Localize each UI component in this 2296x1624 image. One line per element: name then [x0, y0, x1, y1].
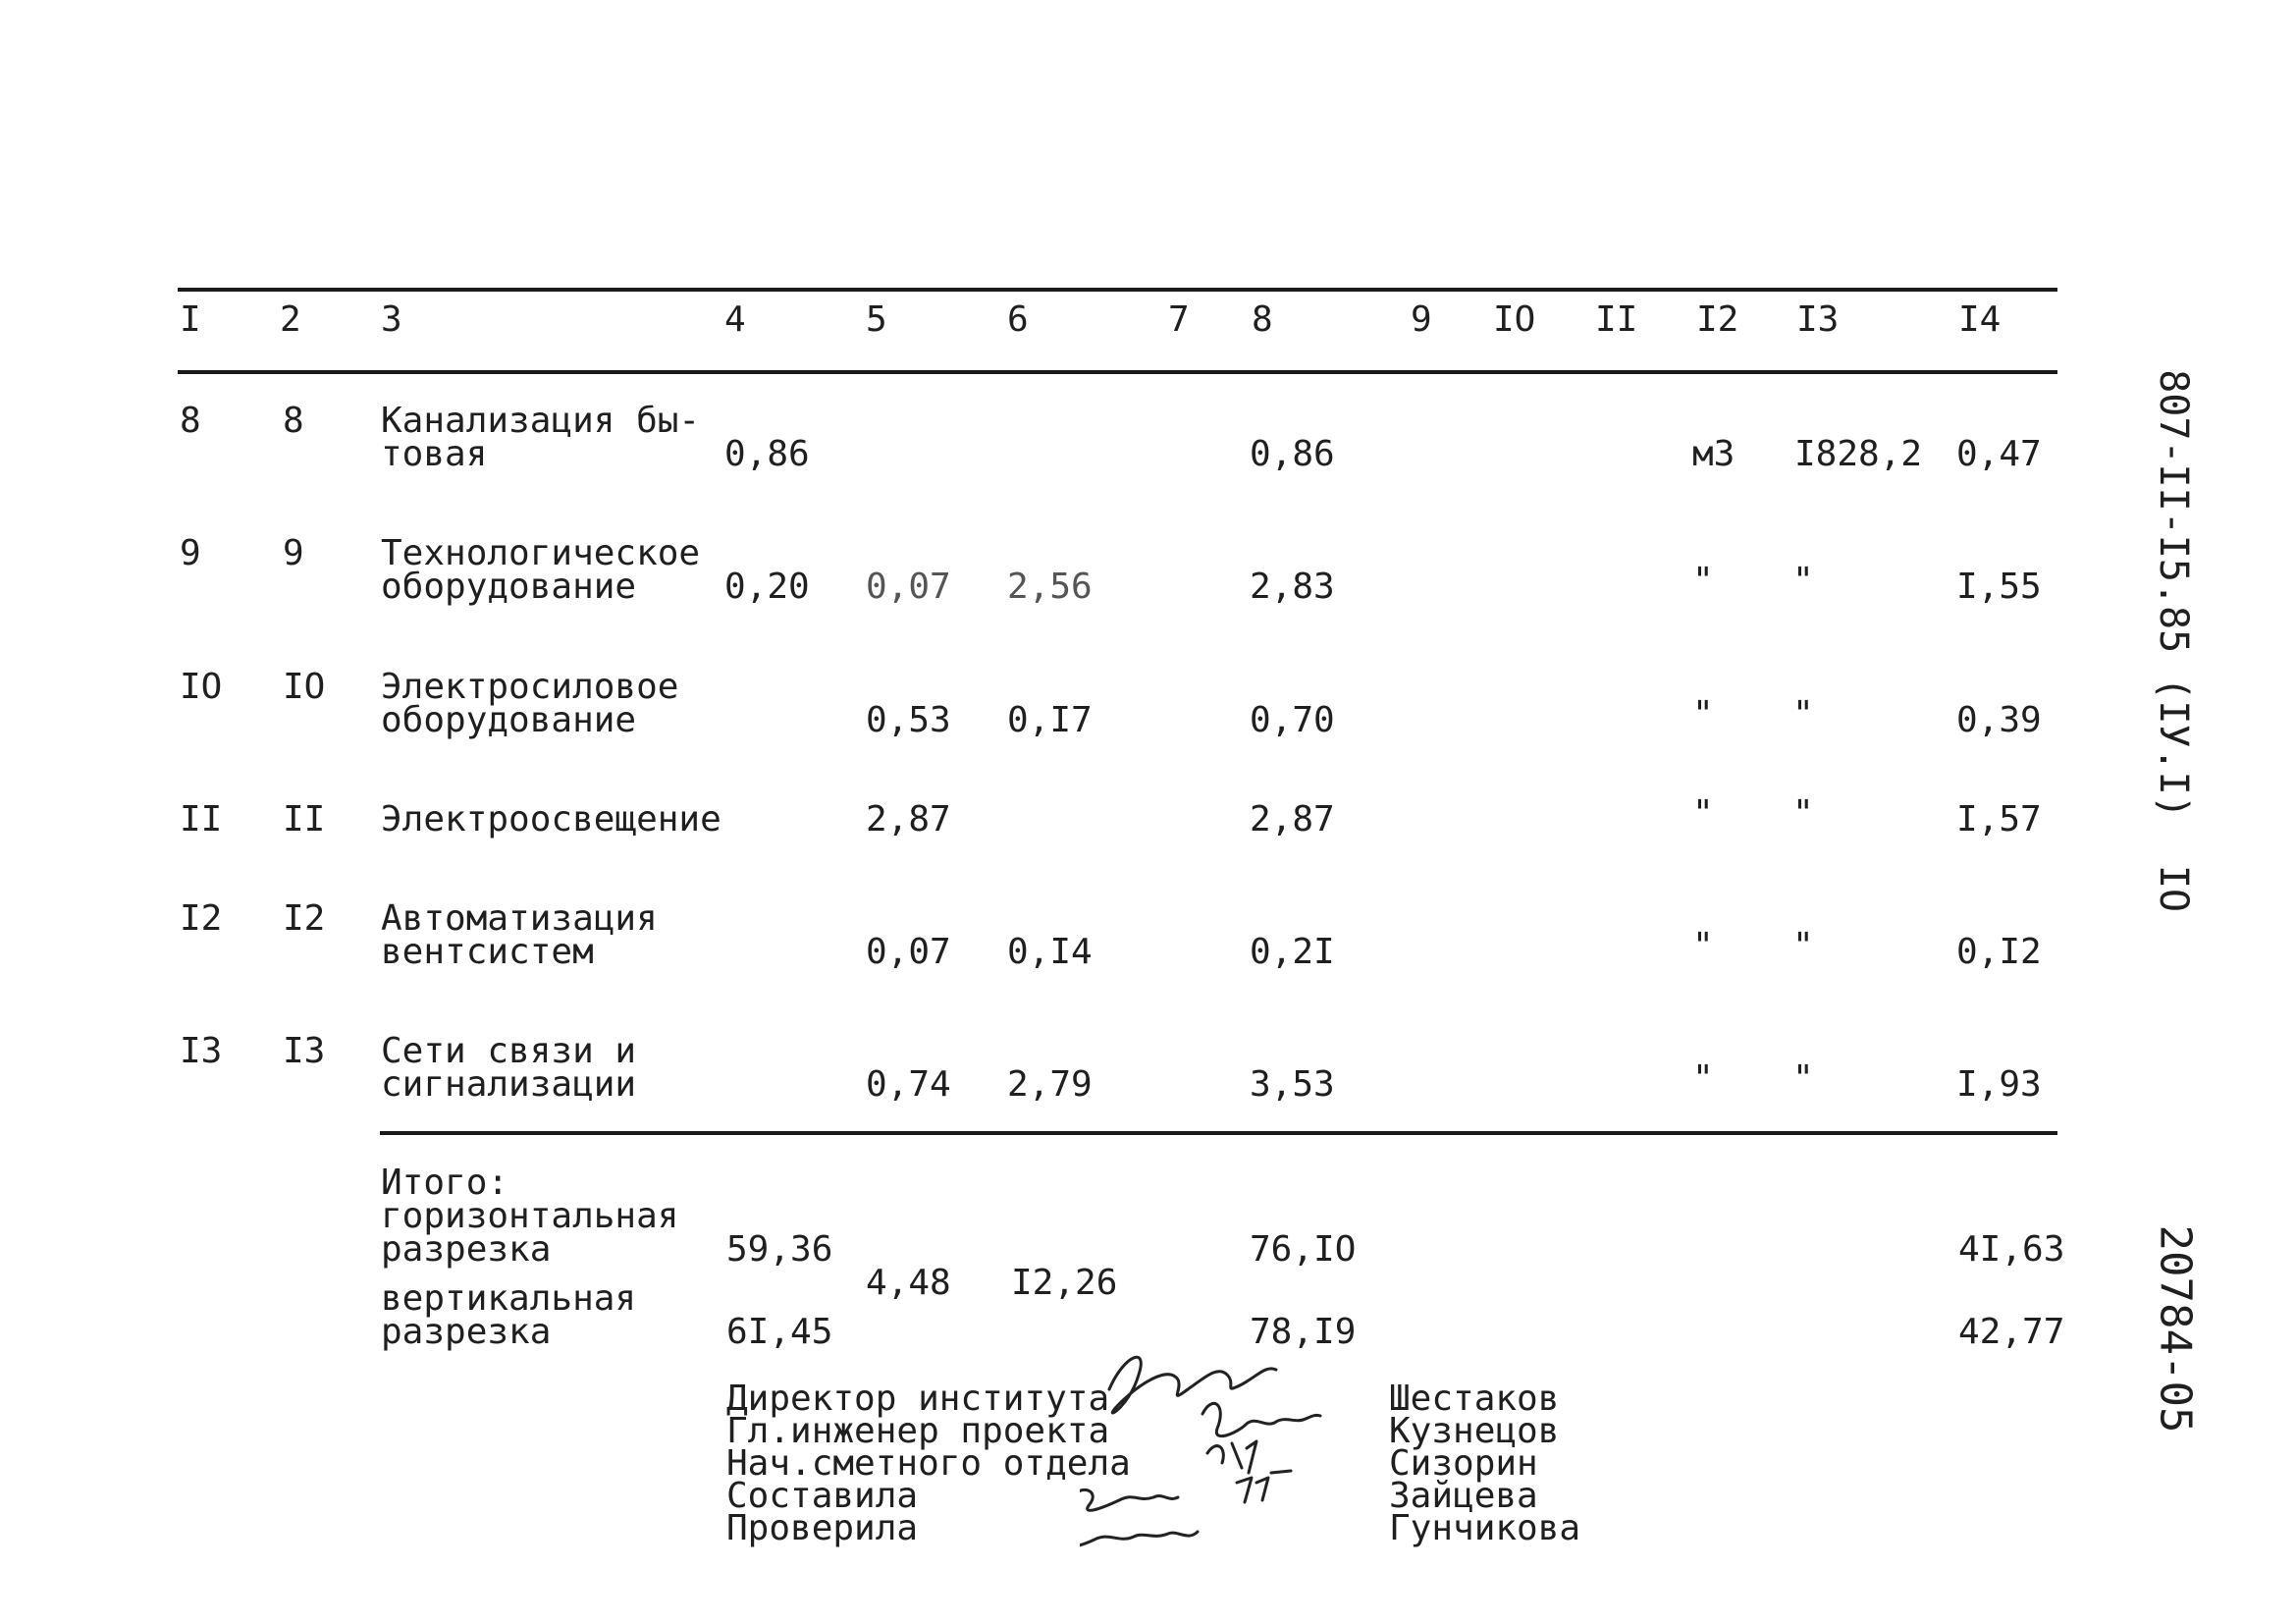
totals-rule	[380, 1131, 2057, 1135]
row-name-line2: вентсистем	[381, 932, 594, 972]
row-position: IO	[283, 667, 326, 707]
totals-horizontal-col14: 4I,63	[1958, 1229, 2065, 1270]
signature-name: Сизорин	[1389, 1443, 1538, 1484]
cell-col14: 0,39	[1956, 700, 2042, 740]
cell-col5: 0,07	[866, 932, 951, 972]
cell-col12: "	[1692, 1058, 1714, 1099]
row-name-line1: Электросиловое	[381, 667, 679, 707]
row-position: I3	[283, 1031, 326, 1071]
cell-col4: 0,86	[724, 434, 810, 474]
cell-col13: "	[1792, 694, 1814, 734]
row-name-line1: Электроосвещение	[381, 799, 721, 839]
cell-col13: I828,2	[1794, 434, 1923, 474]
signature-role: Директор института	[726, 1379, 1110, 1419]
page-number: IO	[2151, 864, 2197, 913]
cell-col6: 0,I7	[1007, 700, 1093, 740]
row-position: 8	[283, 401, 304, 441]
totals-col5: 4,48	[866, 1263, 951, 1303]
row-name-line2: сигнализации	[381, 1064, 637, 1105]
totals-horizontal-col4: 59,36	[726, 1229, 833, 1270]
totals-col6: I2,26	[1011, 1263, 1118, 1303]
header-col-13: I3	[1796, 299, 1840, 340]
totals-vertical-col14: 42,77	[1958, 1312, 2065, 1352]
signature-name: Кузнецов	[1389, 1411, 1560, 1451]
document-code: 807-II-I5.85 (IУ.I)	[2150, 369, 2196, 819]
header-col-6: 6	[1007, 299, 1029, 340]
row-number: 8	[180, 401, 201, 441]
cell-col5: 0,07	[866, 567, 951, 607]
cell-col12: м3	[1692, 434, 1735, 474]
totals-vertical-line2: разрезка	[381, 1312, 552, 1352]
row-name-line2: оборудование	[381, 567, 637, 607]
cell-col13: "	[1792, 926, 1814, 966]
cell-col12: "	[1692, 926, 1714, 966]
cell-col5: 2,87	[866, 799, 951, 839]
cell-col14: I,57	[1956, 799, 2042, 839]
cell-col4: 0,20	[724, 567, 810, 607]
row-name-line2: товая	[381, 434, 488, 474]
handwritten-signatures	[1080, 1335, 1374, 1561]
header-col-1: I	[180, 299, 201, 340]
header-col-8: 8	[1252, 299, 1273, 340]
cell-col13: "	[1792, 793, 1814, 834]
totals-horizontal-line2: разрезка	[381, 1229, 552, 1270]
signature-name: Шестаков	[1389, 1379, 1560, 1419]
cell-col6: 2,56	[1007, 567, 1093, 607]
row-number: 9	[180, 533, 201, 573]
totals-vertical-col8: 78,I9	[1250, 1312, 1357, 1352]
row-name-line1: Сети связи и	[381, 1031, 637, 1071]
cell-col5: 0,74	[866, 1064, 951, 1105]
header-col-11: II	[1595, 299, 1638, 340]
cell-col13: "	[1792, 1058, 1814, 1099]
row-position: I2	[283, 898, 326, 939]
totals-horizontal-col8: 76,IO	[1250, 1229, 1357, 1270]
signature-name: Зайцева	[1389, 1476, 1538, 1516]
archive-number: 20784-05	[2150, 1224, 2201, 1434]
cell-col8: 0,70	[1250, 700, 1335, 740]
header-bottom-rule	[178, 370, 2057, 374]
cell-col6: 2,79	[1007, 1064, 1093, 1105]
row-number: I3	[180, 1031, 223, 1071]
signature-role: Гл.инженер проекта	[726, 1411, 1110, 1451]
table-top-rule	[178, 288, 2057, 292]
cell-col6: 0,I4	[1007, 932, 1093, 972]
totals-horizontal-line1: горизонтальная	[381, 1196, 679, 1236]
row-position: II	[283, 799, 326, 839]
cell-col14: 0,I2	[1956, 932, 2042, 972]
header-col-14: I4	[1958, 299, 2002, 340]
header-col-3: 3	[381, 299, 402, 340]
cell-col14: I,93	[1956, 1064, 2042, 1105]
row-number: I2	[180, 898, 223, 939]
cell-col14: I,55	[1956, 567, 2042, 607]
row-name-line1: Канализация бы-	[381, 401, 701, 441]
cell-col13: "	[1792, 561, 1814, 601]
header-col-10: IO	[1493, 299, 1536, 340]
row-number: II	[180, 799, 223, 839]
signature-role: Нач.сметного отдела	[726, 1443, 1131, 1484]
header-col-9: 9	[1411, 299, 1432, 340]
header-col-12: I2	[1696, 299, 1739, 340]
cell-col8: 2,83	[1250, 567, 1335, 607]
cell-col8: 0,86	[1250, 434, 1335, 474]
row-number: IO	[180, 667, 223, 707]
header-col-7: 7	[1168, 299, 1190, 340]
header-col-5: 5	[866, 299, 887, 340]
row-name-line2: оборудование	[381, 700, 637, 740]
cell-col8: 0,2I	[1250, 932, 1335, 972]
cell-col12: "	[1692, 561, 1714, 601]
header-col-2: 2	[280, 299, 301, 340]
totals-vertical-line1: вертикальная	[381, 1278, 637, 1319]
row-name-line1: Технологическое	[381, 533, 701, 573]
signature-role: Составила	[726, 1476, 919, 1516]
signature-role: Проверила	[726, 1508, 919, 1548]
row-position: 9	[283, 533, 304, 573]
cell-col12: "	[1692, 694, 1714, 734]
cell-col12: "	[1692, 793, 1714, 834]
cell-col5: 0,53	[866, 700, 951, 740]
header-col-4: 4	[724, 299, 746, 340]
signature-name: Гунчикова	[1389, 1508, 1581, 1548]
cell-col14: 0,47	[1956, 434, 2042, 474]
row-name-line1: Автоматизация	[381, 898, 658, 939]
totals-label: Итого:	[381, 1163, 509, 1203]
cell-col8: 3,53	[1250, 1064, 1335, 1105]
totals-vertical-col4: 6I,45	[726, 1312, 833, 1352]
cell-col8: 2,87	[1250, 799, 1335, 839]
